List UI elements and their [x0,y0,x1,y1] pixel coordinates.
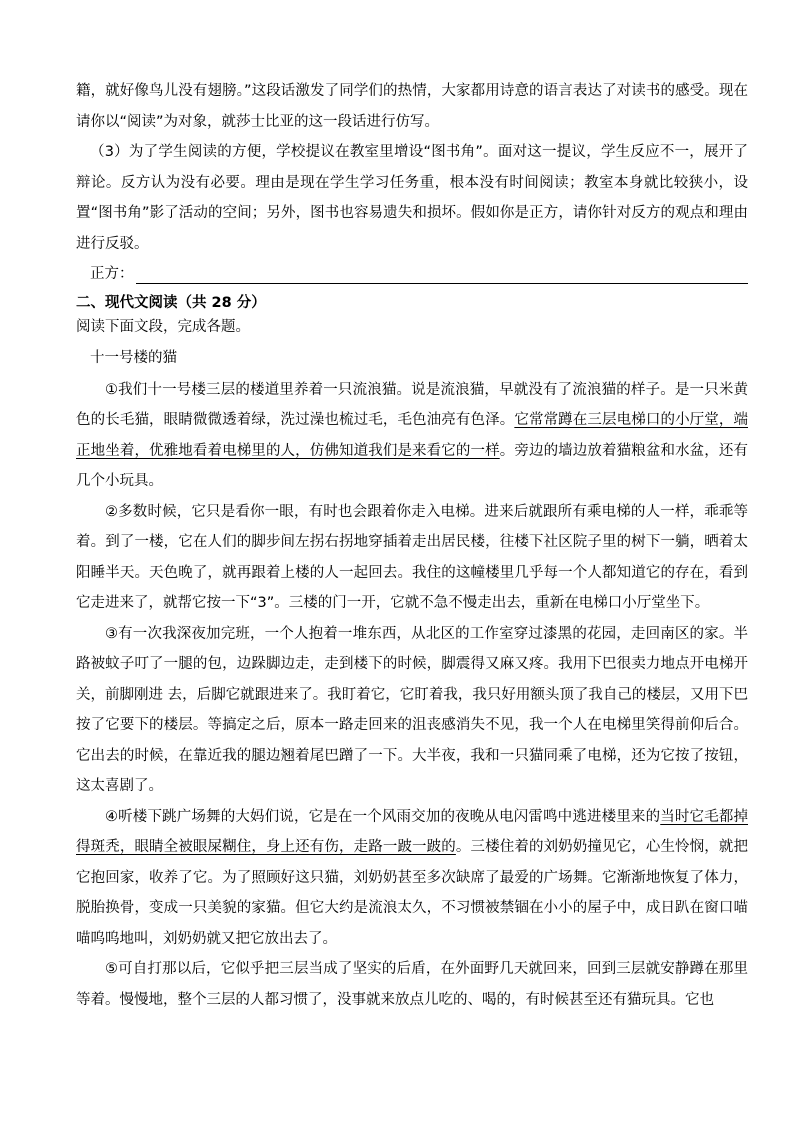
paragraph-1-text: ①我们十一号楼三层的楼道里养着一只流浪猫。说是流浪猫，早就没有了流浪猫的样子。是一只米黄色的长毛猫，眼睛微微透着绿，洗过澡也梳过毛，毛色油亮有色泽。 [76,381,748,428]
question-3-text: （3）为了学生阅读的方便，学校提议在教室里增设“图书角”。面对这一提议，学生反应不一，展开了辩论。反方认为没有必要。理由是现在学生学习任务重，根本没有时间阅读；教室本身就比较狭小，设置“图书角”影了活动的空间；另外，图书也容易遗失和损坏。假如你是正方，请你针对反方的观点和理由进行反驳。 [76,144,748,252]
paragraph-5: ⑤可自打那以后，它似乎把三层当成了坚实的后盾，在外面野几天就回来，回到三层就安静蹲在那里等着。慢慢地，整个三层的人都习惯了，没事就来放点儿吃的、喝的，有时候甚至还有猫玩具。它也 [76,961,748,1008]
section-heading: 二、现代文阅读（共 28 分） [76,294,266,311]
paragraph-4-text: ④听楼下跳广场舞的大妈们说，它是在一个风雨交加的夜晚从电闪雷鸣中逃进楼里来的 [105,808,661,825]
paragraph-4-text-end: 。三楼住着的刘奶奶撞见它，心生怜悯，就把它抱回家，收养了它。为了照顾好这只猫，刘奶奶甚至多次缺席了最爱的广场舞。它渐渐地恢复了体力，脱胎换骨，变成一只美貌的家猫。但它大约是流浪太久，不习惯被禁锢在小小的屋子中，成日趴在窗口喵喵呜呜地叫，刘奶奶就又把它放出去了。 [76,839,749,947]
paragraph-1-text-end: 。旁边的墙边放着猫粮盆和水盆，还有几个小玩具。 [76,442,749,489]
answer-line [76,259,748,290]
answer-blank[interactable] [136,263,749,284]
paragraph-1 [76,375,748,497]
document-page [76,76,748,1015]
story-title: 十一号楼的猫 [90,349,177,366]
prev-question-text: 籍，就好像鸟儿没有翅膀。”这段话激发了同学们的热情，大家都用诗意的语言表达了对读书的感受。现在请你以“阅读”为对象，就莎士比亚的这一段话进行仿写。 [76,83,748,130]
paragraph-3: ③有一次我深夜加完班，一个人抱着一堆东西，从北区的工作室穿过漆黑的花园，走回南区的家。半路被蚊子叮了一腿的包，边跺脚边走，走到楼下的时候，脚震得又麻又疼。我用下巴很卖力地点开电梯开关，前脚刚进 去，后脚它就跟进来了。我盯着它，它盯着我，我只好用额头顶了我自己的楼层，又用下巴按了它要下的楼层。等搞定之后，原本一路走回来的沮丧感消失不见，我一个人在电梯里笑得前仰后合。它出去的时候，在靠近我的腿边翘着尾巴蹭了一下。大半夜，我和一只猫同乘了电梯，还为它按了按钮，这太喜剧了。 [76,625,748,794]
answer-label: 正方： [90,266,134,282]
paragraph-4-underlined: 当时它毛都掉得斑秃，眼睛全被眼屎糊住，身上还有伤，走路一跛一跛的 [76,808,749,855]
paragraph-4 [76,802,748,955]
paragraph-2: ②多数时候，它只是看你一眼，有时也会跟着你走入电梯。进来后就跟所有乘电梯的人一样，乖乖等着。到了一楼，它在人们的脚步间左拐右拐地穿插着走出居民楼，往楼下社区院子里的树下一躺，晒着太阳睡半天。天色晚了，就再跟着上楼的人一起回去。我住的这幢楼里几乎每一个人都知道它的存在，看到它走进来了，就帮它按一下“3”。三楼的门一开，它就不急不慢走出去，重新在电梯口小厅堂坐下。 [76,503,748,611]
paragraph-1-underlined: 它常常蹲在三层电梯口的小厅堂，端正地坐着，优雅地看着电梯里的人，仿佛知道我们是来看它的一样 [76,412,749,459]
section-instruction: 阅读下面文段，完成各题。 [76,318,250,335]
